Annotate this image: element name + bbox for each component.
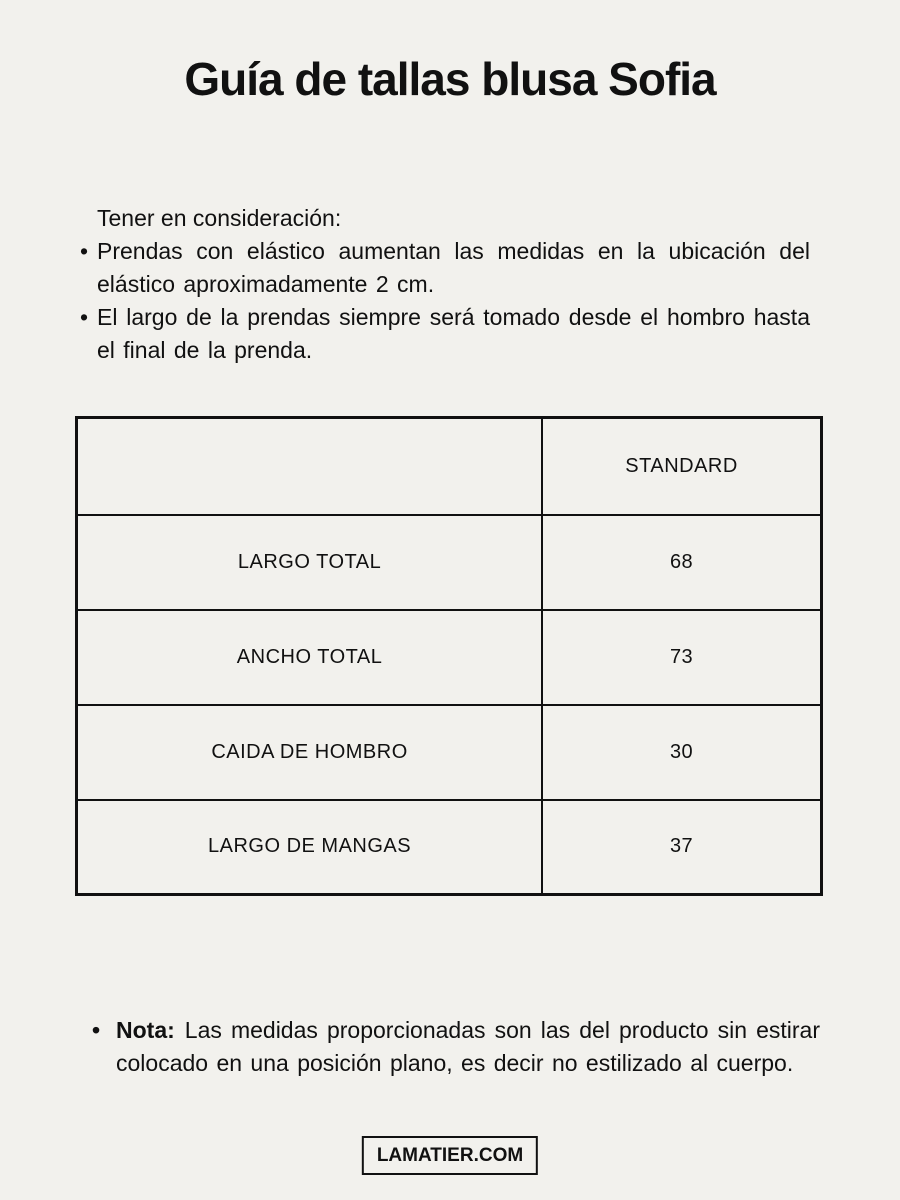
table-row	[77, 800, 822, 895]
note-paragraph	[116, 1014, 820, 1080]
considerations-heading: Tener en consideración:	[97, 205, 342, 231]
bullet-icon: •	[80, 238, 89, 264]
brand-box	[362, 1136, 538, 1175]
bullet-text-elastic: Prendas con elástico aumentan las medidas en la ubicación del elástico aproximadamente 2 cm.	[97, 238, 810, 297]
table-header-empty-cell	[77, 418, 543, 515]
note-section	[92, 1014, 820, 1080]
table-row	[77, 705, 822, 800]
row-value-ancho-total: 73	[542, 610, 821, 705]
table-header-standard: STANDARD	[542, 418, 821, 515]
row-value-caida-de-hombro: 30	[542, 705, 821, 800]
bullet-icon: •	[92, 1017, 101, 1043]
page-title: Guía de tallas blusa Sofia	[184, 53, 716, 105]
brand-label: LAMATIER.COM	[376, 1145, 524, 1166]
note-label: Nota:	[116, 1017, 175, 1043]
row-value-largo-total: 68	[542, 515, 821, 610]
table-header-row	[77, 418, 822, 515]
row-label-caida-de-hombro: CAIDA DE HOMBRO	[77, 705, 543, 800]
row-label-largo-total: LARGO TOTAL	[77, 515, 543, 610]
note-text: Las medidas proporcionadas son las del producto sin estirar colocado en una posición plano, es decir no estilizado al cuerpo.	[116, 1017, 820, 1076]
bullet-text-length: El largo de la prendas siempre será tomado desde el hombro hasta el final de la prenda.	[97, 304, 810, 363]
list-item	[80, 235, 810, 301]
row-value-largo-de-mangas: 37	[542, 800, 821, 895]
row-label-largo-de-mangas: LARGO DE MANGAS	[77, 800, 543, 895]
table-row	[77, 610, 822, 705]
bullet-icon: •	[80, 304, 89, 330]
table-row	[77, 515, 822, 610]
size-table	[75, 416, 823, 896]
list-item	[80, 301, 810, 367]
row-label-ancho-total: ANCHO TOTAL	[77, 610, 543, 705]
considerations-section	[80, 202, 810, 367]
